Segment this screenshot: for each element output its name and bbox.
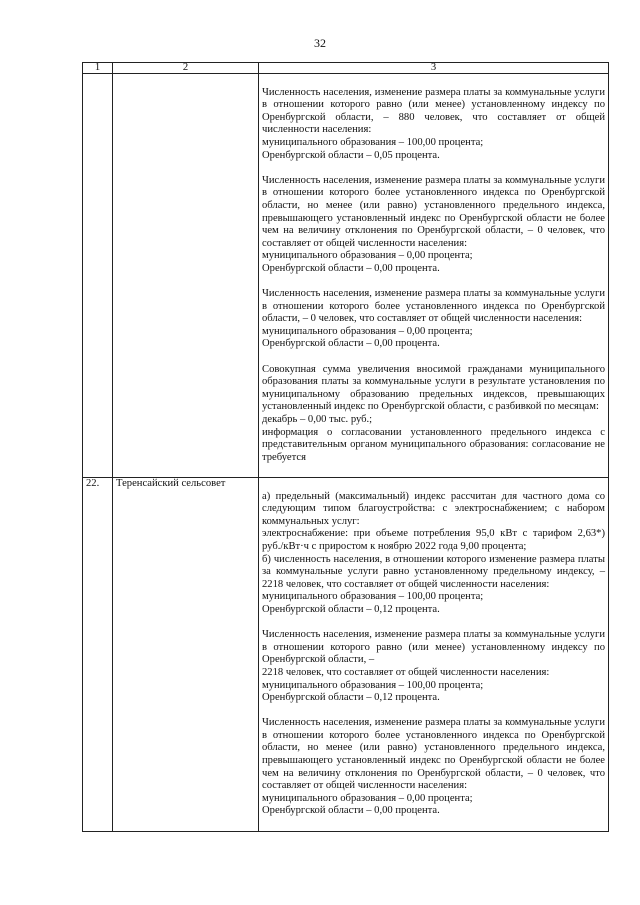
paragraph: Численность населения, изменение размера платы за коммунальные услуги в отношении которого равно (или менее) установленному индексу по Оренбургской области, – 880 человек, что составляет от общей численности населения: муниципального образования – 100,00 процента; Оренбургской области – 0,05 процента. [262,86,605,161]
table-row [83,74,609,478]
paragraph: Совокупная сумма увеличения вносимой гражданами муниципального образования платы за коммунальные услуги в результате установления по муниципальному образованию предельных индексов, превышающих установленный индекс по Оренбургской области, с разбивкой по месяцам: декабрь – 0,00 тыс. руб.; информация о согласовании установленного предельного индекса с представительным органом муниципального образования: согласование не требуется [262,363,605,463]
paragraph: Численность населения, изменение размера платы за коммунальные услуги в отношении которого более установленного индекса по Оренбургской области, но менее (или равно) установленного предельного индекса, превышающего установленный индекс по Оренбургской области не более чем на величину отклонения по Оренбургской области, – 0 человек, что составляет от общей численности населения: муниципального образования – 0,00 процента; Оренбургской области – 0,00 процента. [262,717,605,817]
row-description [259,478,609,832]
column-header-2: 2 [113,63,259,74]
row-number [83,74,113,478]
paragraph: Численность населения, изменение размера платы за коммунальные услуги в отношении которого равно (или менее) установленному индексу по Оренбургской области, – 2218 человек, что составляет от общей численности населения: муниципального образования – 100,00 процента; Оренбургской области – 0,12 процента. [262,629,605,704]
table-header-row [83,63,609,74]
row-number: 22. [83,478,113,832]
page-number: 32 [314,36,326,50]
paragraph: а) предельный (максимальный) индекс рассчитан для частного дома со следующим типом благоустройства: с электроснабжением; с набором коммунальных услуг: электроснабжение: при объеме потребления 95,0 кВт с тарифом 2,63*) руб./кВт·ч с приростом к ноябрю 2022 года 9,00 процента; б) численность населения, в отношении которого изменение размера платы за коммунальные услуги равно установленному предельному индексу, – 2218 человек, что составляет от общей численности населения: муниципального образования – 100,00 процента; Оренбургской области – 0,12 процента. [262,490,605,615]
column-header-1: 1 [83,63,113,74]
municipality-name [113,74,259,478]
paragraph: Численность населения, изменение размера платы за коммунальные услуги в отношении которого более установленного индекса по Оренбургской области, – 0 человек, что составляет от общей численности населения: муниципального образования – 0,00 процента; Оренбургской области – 0,00 процента. [262,288,605,350]
municipality-name: Теренсайский сельсовет [113,478,259,832]
document-table [82,62,609,832]
table-row [83,478,609,832]
row-description [259,74,609,478]
column-header-3: 3 [259,63,609,74]
paragraph: Численность населения, изменение размера платы за коммунальные услуги в отношении которого более установленного индекса по Оренбургской области, но менее (или равно) установленного предельного индекса, превышающего установленный индекс по Оренбургской области не более чем на величину отклонения по Оренбургской области, – 0 человек, что составляет от общей численности населения: муниципального образования – 0,00 процента; Оренбургской области – 0,00 процента. [262,174,605,274]
